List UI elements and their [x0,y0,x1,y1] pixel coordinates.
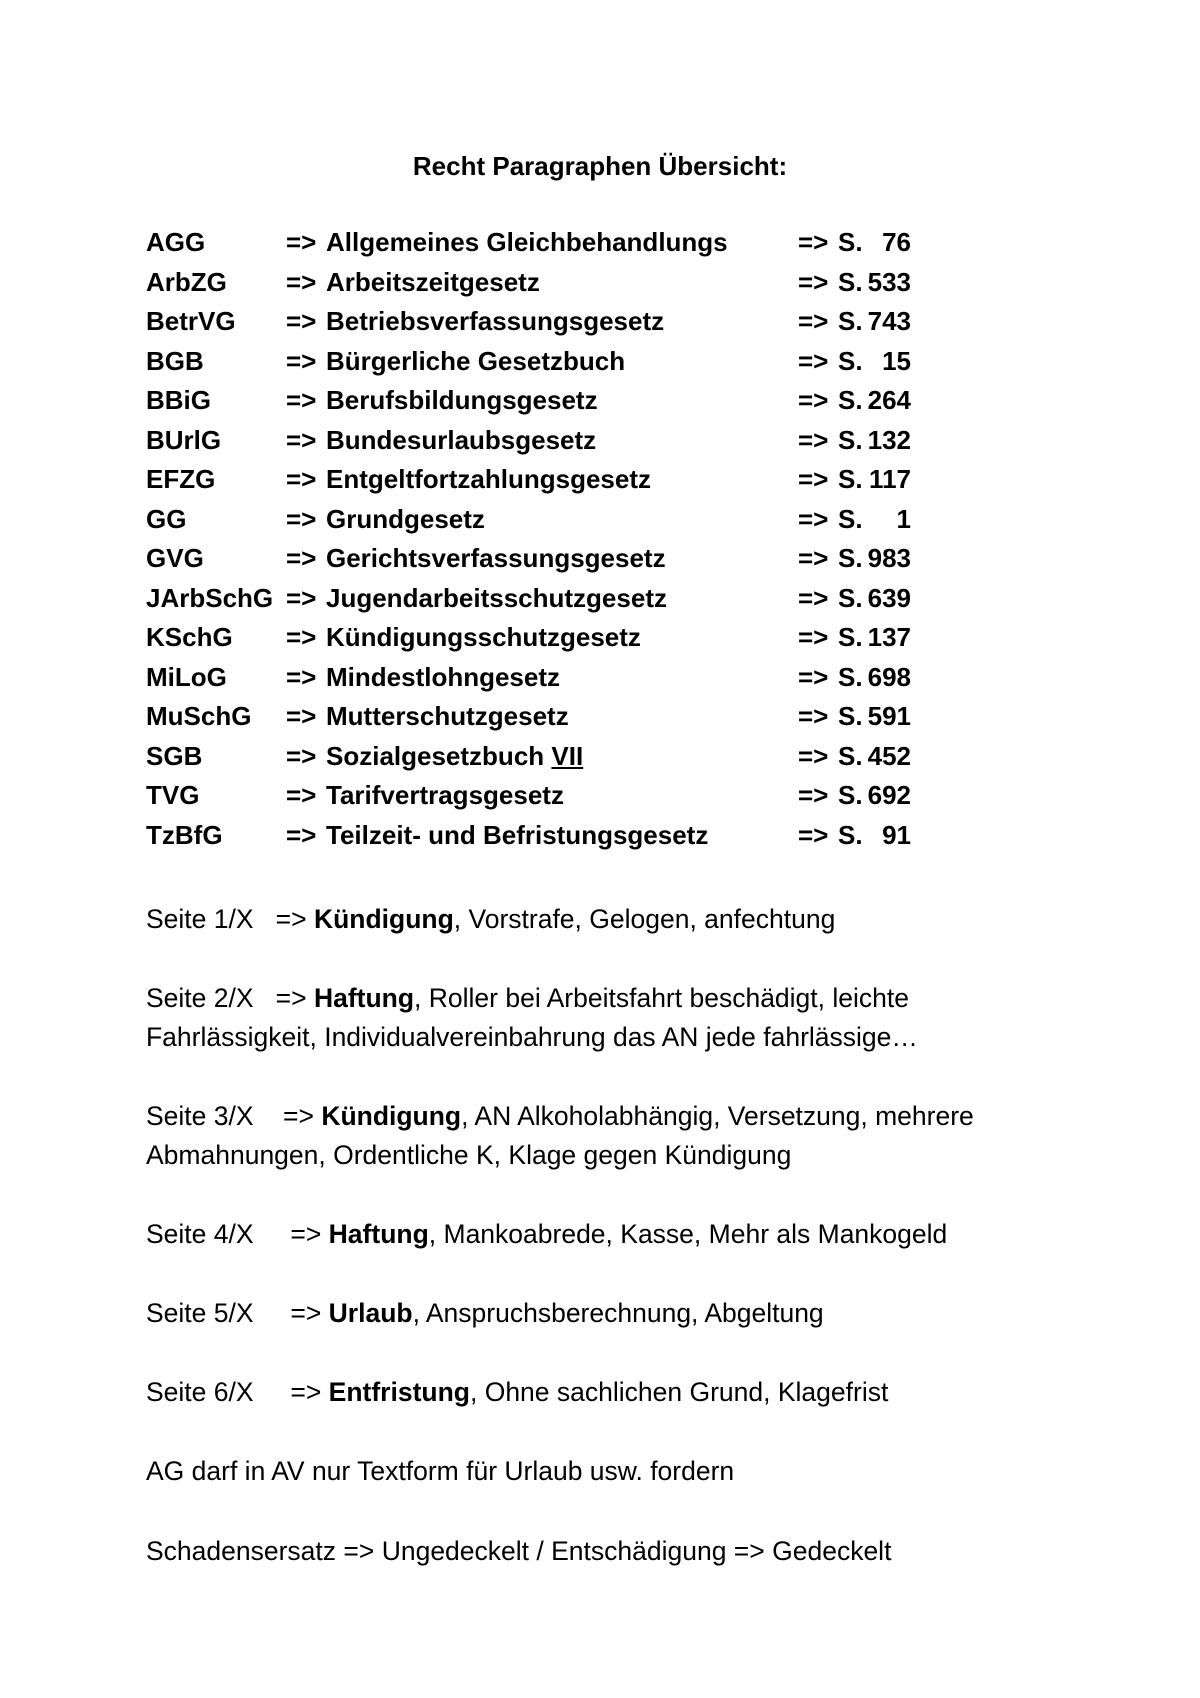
page-number: 639 [867,582,911,613]
arrow: => [286,385,317,415]
arrow: => [286,543,317,573]
arrow: => [798,227,829,257]
law-row [146,223,911,263]
law-abbreviation: EFZG [146,464,216,494]
note-keyword: Kündigung [321,1101,462,1131]
law-name: Sozialgesetzbuch VII [326,740,584,771]
law-row [146,816,911,856]
arrow: => [286,306,317,336]
law-row [146,460,911,500]
page-number: 76 [882,227,911,257]
arrow: => [798,543,829,573]
law-row [146,539,911,579]
law-name: Jugendarbeitsschutzgesetz [326,582,667,613]
law-abbreviation: TzBfG [146,819,223,850]
page-prefix: S. [838,345,863,376]
law-name: Kündigungsschutzgesetz [326,622,641,652]
law-name: Allgemeines Gleichbehandlungs [326,227,728,257]
arrow: => [286,424,317,455]
page-number: 117 [869,464,911,494]
law-name: Bürgerliche Gesetzbuch [326,345,626,376]
note-keyword: Urlaub [328,1298,413,1328]
law-row [146,776,911,816]
arrow: => [798,582,829,613]
law-abbreviation: MiLoG [146,661,227,692]
page-prefix: S. [838,424,863,455]
law-abbreviation: KSchG [146,622,233,652]
law-name: Gerichtsverfassungsgesetz [326,543,666,573]
law-row [146,579,911,619]
arrow: => [286,503,317,534]
note-prefix: Seite 1/X => [146,904,314,934]
arrow: => [286,661,317,692]
law-row [146,302,911,342]
arrow: => [798,701,829,731]
note-text: , Roller bei Arbeitsfahrt beschädigt, leichte Fahrlässigkeit, Individualvereinbahrung das AN jede fahrlässige… [146,983,918,1052]
note-keyword: Entfristung [328,1377,470,1407]
law-abbreviation: TVG [146,780,200,810]
law-abbreviation: MuSchG [146,701,252,731]
law-name: Entgeltfortzahlungsgesetz [326,464,652,494]
law-abbreviation: BetrVG [146,306,236,336]
page-prefix: S. [838,582,863,613]
law-abbreviation: SGB [146,740,203,771]
note-line: Schadensersatz => Ungedeckelt / Entschädigung => Gedeckelt [146,1536,892,1566]
note-line [146,900,1076,939]
law-name: Grundgesetz [326,503,485,534]
arrow: => [798,780,829,810]
page-number: 15 [882,345,911,376]
page-number: 591 [867,701,911,731]
page-prefix: S. [838,385,863,415]
arrow: => [286,780,317,810]
note-text: , AN Alkoholabhängig, Versetzung, mehrere Abmahnungen, Ordentliche K, Klage gegen Kündigung [146,1101,980,1170]
law-list [146,223,911,855]
law-name: Betriebsverfassungsgesetz [326,306,665,336]
arrow: => [286,740,317,771]
arrow: => [798,424,829,455]
arrow: => [798,266,829,297]
arrow: => [798,385,829,415]
page-prefix: S. [838,464,863,494]
page-title: Recht Paragraphen Übersicht: [412,151,788,181]
law-name: Arbeitszeitgesetz [326,266,540,297]
law-abbreviation: JArbSchG [146,582,274,613]
page-prefix: S. [838,780,863,810]
page-prefix: S. [838,543,863,573]
law-abbreviation: BGB [146,345,204,376]
arrow: => [286,582,317,613]
arrow: => [798,622,829,652]
law-abbreviation: ArbZG [146,266,227,297]
page-number: 132 [867,424,911,455]
page-prefix: S. [838,701,863,731]
law-abbreviation: BBiG [146,385,211,415]
note-line [146,1373,1076,1412]
page-number: 264 [867,385,911,415]
note-keyword: Haftung [313,983,415,1013]
note-prefix: Seite 2/X => [146,983,314,1013]
page-number: 698 [867,661,911,692]
law-name: Tarifvertragsgesetz [326,780,564,810]
arrow: => [798,740,829,771]
arrow: => [286,227,317,257]
page-number: 137 [867,622,911,652]
law-abbreviation: GVG [146,543,204,573]
note-text: , Ohne sachlichen Grund, Klagefrist [469,1377,889,1407]
page-number: 533 [867,266,911,297]
note-line [146,1215,1076,1254]
law-row [146,658,911,698]
note-line: AG darf in AV nur Textform für Urlaub usw. fordern [146,1456,735,1486]
page-prefix: S. [838,503,863,534]
arrow: => [798,464,829,494]
page-prefix: S. [838,227,863,257]
law-abbreviation: BUrlG [146,424,222,455]
note-line [146,979,1076,1057]
arrow: => [286,266,317,297]
page-number: 1 [896,503,911,534]
law-row [146,618,911,658]
page-prefix: S. [838,819,863,850]
arrow: => [286,464,317,494]
law-row [146,697,911,737]
law-abbreviation: GG [146,503,187,534]
note-keyword: Haftung [328,1219,429,1249]
arrow: => [286,622,317,652]
note-prefix: Seite 4/X => [146,1219,329,1249]
note-line [146,1097,1076,1175]
page-number: 91 [882,819,911,850]
note-prefix: Seite 3/X => [146,1101,322,1131]
note-text: , Mankoabrede, Kasse, Mehr als Mankogeld [428,1219,948,1249]
arrow: => [798,503,829,534]
page-number: 452 [867,740,911,771]
law-name: Bundesurlaubsgesetz [326,424,597,455]
page-prefix: S. [838,740,863,771]
law-row [146,342,911,382]
note-line [146,1294,1076,1333]
law-abbreviation: AGG [146,227,206,257]
law-name: Mindestlohngesetz [326,661,561,692]
law-row [146,381,911,421]
note-prefix: Seite 5/X => [146,1298,329,1328]
arrow: => [798,819,829,850]
page-prefix: S. [838,306,863,336]
arrow: => [286,345,317,376]
law-row [146,421,911,461]
note-text: , Anspruchsberechnung, Abgeltung [412,1298,824,1328]
note-keyword: Kündigung [313,904,454,934]
law-row [146,737,911,777]
page-prefix: S. [838,266,863,297]
note-text: , Vorstrafe, Gelogen, anfechtung [453,904,836,934]
arrow: => [798,345,829,376]
notes-section [146,900,1076,1612]
arrow: => [286,819,317,850]
law-name: Berufsbildungsgesetz [326,385,598,415]
page-prefix: S. [838,661,863,692]
page-prefix: S. [838,622,863,652]
arrow: => [798,661,829,692]
law-row [146,263,911,303]
law-name-suffix: VII [551,740,584,771]
page-number: 743 [867,306,911,336]
arrow: => [798,306,829,336]
law-name: Teilzeit- und Befristungsgesetz [326,819,709,850]
law-name: Mutterschutzgesetz [326,701,569,731]
law-row [146,500,911,540]
arrow: => [286,701,317,731]
page-number: 983 [867,543,911,573]
note-prefix: Seite 6/X => [146,1377,329,1407]
page-number: 692 [867,780,911,810]
